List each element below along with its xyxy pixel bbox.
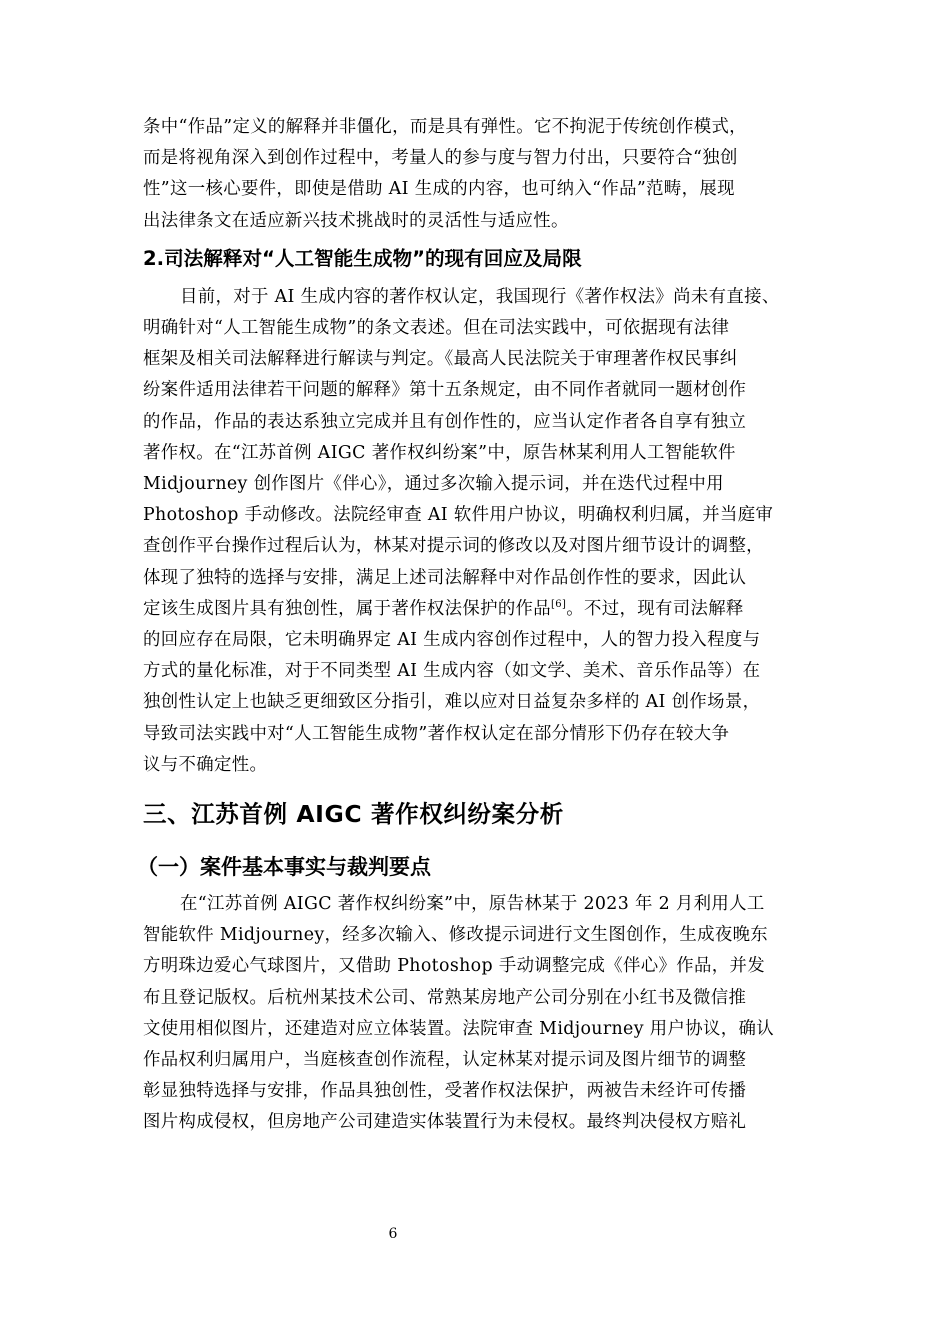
text-line: 智能软件 Midjourney，经多次输入、修改提示词进行文生图创作，生成夜晚东	[143, 925, 769, 946]
text-line: 导致司法实践中对“人工智能生成物”著作权认定在部分情形下仍存在较大争	[143, 723, 730, 744]
text-line: 的回应存在局限，它未明确界定 AI 生成内容创作过程中，人的智力投入程度与	[143, 630, 761, 651]
text-line: 性”这一核心要件，即使是借助 AI 生成的内容，也可纳入“作品”范畴，展现	[143, 179, 735, 200]
paragraph-case-facts	[143, 889, 823, 1139]
paragraph-continuation	[143, 112, 823, 237]
citation-reference[interactable]: [6]	[551, 598, 567, 610]
text-line: 方式的量化标准，对于不同类型 AI 生成内容（如文学、美术、音乐作品等）在	[143, 661, 761, 682]
text-line: 文使用相似图片，还建造对应立体装置。法院审查 Midjourney 用户协议，确认	[143, 1018, 774, 1039]
page-body	[137, 112, 823, 1139]
chapter-heading-case-analysis: 三、江苏首例 AIGC 著作权纠纷案分析	[143, 800, 564, 829]
text-line: 图片构成侵权，但房地产公司建造实体装置行为未侵权。最终判决侵权方赔礼	[143, 1112, 747, 1133]
text-line: 作品权利归属用户，当庭核查创作流程，认定林某对提示词及图片细节的调整	[143, 1050, 747, 1071]
text-line: 布且登记版权。后杭州某技术公司、常熟某房地产公司分别在小红书及微信推	[143, 987, 747, 1008]
text-line: 议与不确定性。	[143, 754, 268, 775]
text-line: 明确针对“人工智能生成物”的条文表述。但在司法实践中，可依据现有法律	[143, 318, 730, 339]
text-line: 方明珠边爱心气球图片，又借助 Photoshop 手动调整完成《伴心》作品，并发	[143, 956, 765, 977]
text-line: 出法律条文在适应新兴技术挑战时的灵活性与适应性。	[143, 210, 569, 231]
text-line: 目前，对于 AI 生成内容的著作权认定，我国现行《著作权法》尚未有直接、	[180, 286, 780, 307]
text-line: 而是将视角深入到创作过程中，考量人的参与度与智力付出，只要符合“独创	[143, 148, 738, 169]
section-heading-case-facts: （一）案件基本事实与裁判要点	[137, 855, 431, 880]
text-line: Photoshop 手动修改。法院经审查 AI 软件用户协议，明确权利归属，并当庭审	[143, 505, 774, 526]
page-number: 6	[388, 1226, 398, 1242]
text-line: 框架及相关司法解释进行解读与判定。《最高人民法院关于审理著作权民事纠	[143, 349, 738, 370]
paragraph-judicial-interpretation	[143, 282, 823, 781]
text-line: Midjourney 创作图片《伴心》，通过多次输入提示词，并在迭代过程中用	[143, 474, 724, 495]
text-line-with-citation	[143, 594, 823, 625]
text-line: 著作权。在“江苏首例 AIGC 著作权纠纷案”中，原告林某利用人工智能软件	[143, 442, 736, 463]
text-line: 条中“作品”定义的解释并非僵化，而是具有弹性。它不拘泥于传统创作模式，	[143, 117, 747, 137]
text-line: 在“江苏首例 AIGC 著作权纠纷案”中，原告林某于 2023 年 2 月利用人工	[180, 894, 765, 915]
text-line: 体现了独特的选择与安排，满足上述司法解释中对作品创作性的要求，因此认	[143, 567, 747, 588]
text-fragment: 。不过，现有司法解释	[566, 598, 744, 619]
text-line: 查创作平台操作过程后认为，林某对提示词的修改以及对图片细节设计的调整，	[143, 536, 764, 557]
text-fragment: 定该生成图片具有独创性，属于著作权法保护的作品	[143, 598, 552, 619]
text-line: 纷案件适用法律若干问题的解释》第十五条规定，由不同作者就同一题材创作	[143, 380, 747, 401]
text-line: 独创性认定上也缺乏更细致区分指引，难以应对日益复杂多样的 AI 创作场景，	[143, 692, 761, 713]
subheading-judicial-interpretation: 2.司法解释对“人工智能生成物”的现有回应及局限	[143, 246, 582, 270]
text-line: 彰显独特选择与安排，作品具独创性，受著作权法保护，两被告未经许可传播	[143, 1081, 747, 1102]
text-line: 的作品，作品的表达系独立完成并且有创作性的，应当认定作者各自享有独立	[143, 411, 747, 432]
